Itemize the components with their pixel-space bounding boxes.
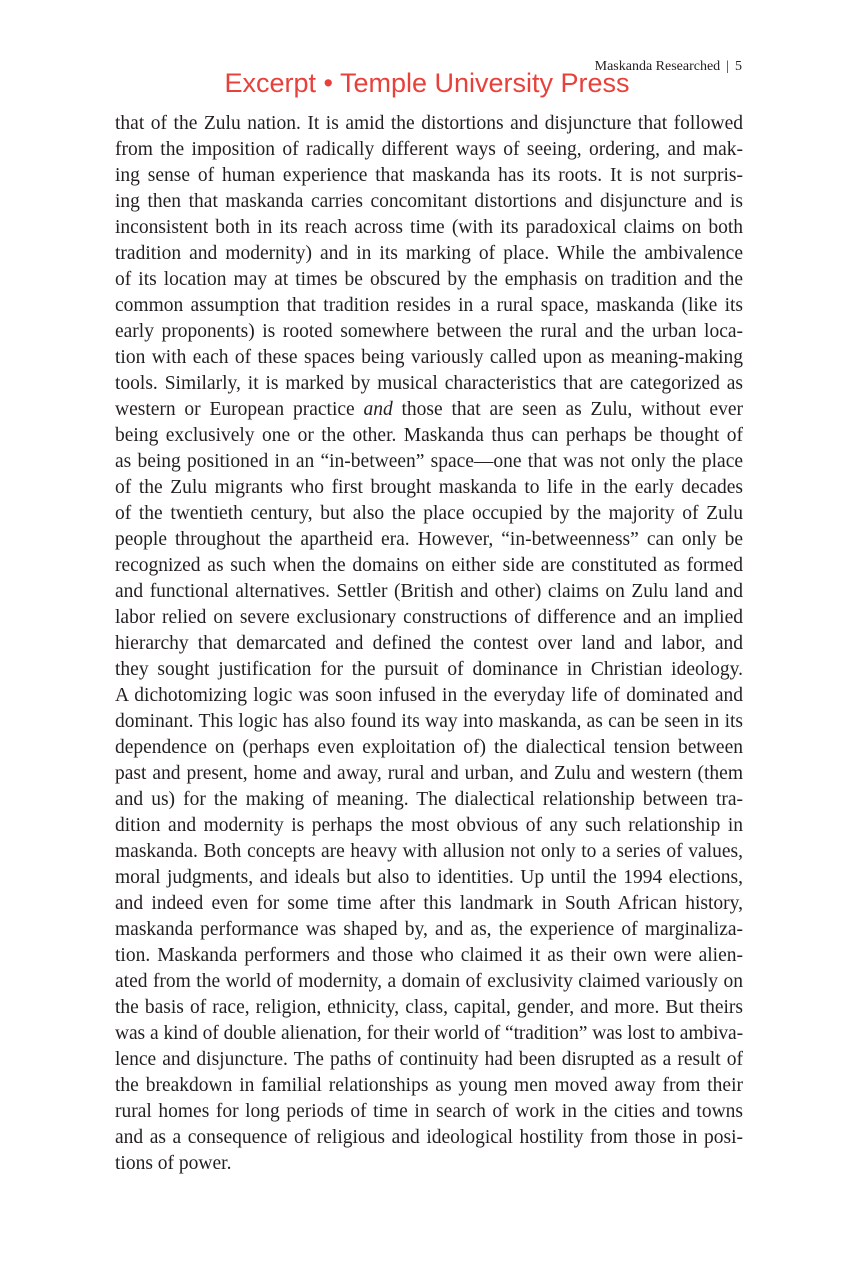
text-segment: those that are seen as Zulu, without ever (392, 399, 743, 420)
text-line: they sought justification for the pursuit of dominance in Christian ideology. (115, 659, 743, 680)
text-line: moral judgments, and ideals but also to identities. Up until the 1994 elections, (115, 867, 743, 888)
text-line: and us) for the making of meaning. The dialectical relationship between tra- (115, 789, 743, 810)
text-line: of the twentieth century, but also the place occupied by the majority of Zulu (115, 503, 743, 524)
text-line: past and present, home and away, rural and urban, and Zulu and western (them (115, 763, 743, 784)
running-head-title: Maskanda Researched (594, 59, 721, 74)
text-line: labor relied on severe exclusionary constructions of difference and an implied (115, 607, 743, 628)
text-line: maskanda performance was shaped by, and as, the experience of marginaliza- (115, 919, 743, 940)
text-line-last: tions of power. (115, 1153, 232, 1174)
text-line: rural homes for long periods of time in search of work in the cities and towns (115, 1101, 743, 1122)
text-line: dominant. This logic has also found its way into maskanda, as can be seen in its (115, 711, 743, 732)
text-line: as being positioned in an “in-between” space—one that was not only the place (115, 451, 743, 472)
text-line: A dichotomizing logic was soon infused in the everyday life of dominated and (115, 685, 743, 706)
text-line: tradition and modernity) and in its marking of place. While the ambivalence (115, 243, 743, 264)
text-line: the basis of race, religion, ethnicity, class, capital, gender, and more. But theirs (115, 997, 743, 1018)
text-line: ing then that maskanda carries concomitant distortions and disjuncture and is (115, 191, 743, 212)
text-line: that of the Zulu nation. It is amid the distortions and disjuncture that followed (115, 113, 743, 134)
text-line: of its location may at times be obscured by the emphasis on tradition and the (115, 269, 743, 290)
emphasis: and (363, 399, 393, 420)
watermark (0, 68, 854, 99)
text-segment: western or European practice (115, 399, 364, 420)
watermark-text: Excerpt • Temple University Press (224, 68, 630, 98)
text-line: the breakdown in familial relationships as young men moved away from their (115, 1075, 743, 1096)
text-line: recognized as such when the domains on either side are constituted as formed (115, 555, 743, 576)
text-line-with-emphasis (115, 397, 743, 423)
text-line: common assumption that tradition resides in a rural space, maskanda (like its (115, 295, 743, 316)
text-line: maskanda. Both concepts are heavy with allusion not only to a series of values, (115, 841, 743, 862)
text-line: from the imposition of radically different ways of seeing, ordering, and mak- (115, 139, 743, 160)
text-line: hierarchy that demarcated and defined the contest over land and labor, and (115, 633, 743, 654)
text-line: was a kind of double alienation, for their world of “tradition” was lost to ambiva- (115, 1023, 743, 1044)
text-line: dition and modernity is perhaps the most obvious of any such relationship in (115, 815, 743, 836)
running-head-separator: | (726, 59, 729, 74)
text-line: dependence on (perhaps even exploitation of) the dialectical tension between (115, 737, 743, 758)
body-paragraph (115, 111, 743, 1177)
text-line: tion. Maskanda performers and those who claimed it as their own were alien- (115, 945, 743, 966)
text-line: tion with each of these spaces being variously called upon as meaning-making (115, 347, 743, 368)
page-number: 5 (735, 59, 742, 74)
text-line: tools. Similarly, it is marked by musical characteristics that are categorized as (115, 373, 743, 394)
text-line: inconsistent both in its reach across time (with its paradoxical claims on both (115, 217, 743, 238)
text-line: ing sense of human experience that maskanda has its roots. It is not surpris- (115, 165, 743, 186)
text-line: of the Zulu migrants who first brought maskanda to life in the early decades (115, 477, 743, 498)
text-line: early proponents) is rooted somewhere between the rural and the urban loca- (115, 321, 743, 342)
text-line: being exclusively one or the other. Maskanda thus can perhaps be thought of (115, 425, 743, 446)
text-line: and indeed even for some time after this landmark in South African history, (115, 893, 743, 914)
text-line: and as a consequence of religious and ideological hostility from those in posi- (115, 1127, 743, 1148)
text-line: lence and disjuncture. The paths of continuity had been disrupted as a result of (115, 1049, 743, 1070)
text-line: and functional alternatives. Settler (British and other) claims on Zulu land and (115, 581, 743, 602)
text-line: ated from the world of modernity, a domain of exclusivity claimed variously on (115, 971, 743, 992)
text-line: people throughout the apartheid era. However, “in-betweenness” can only be (115, 529, 743, 550)
